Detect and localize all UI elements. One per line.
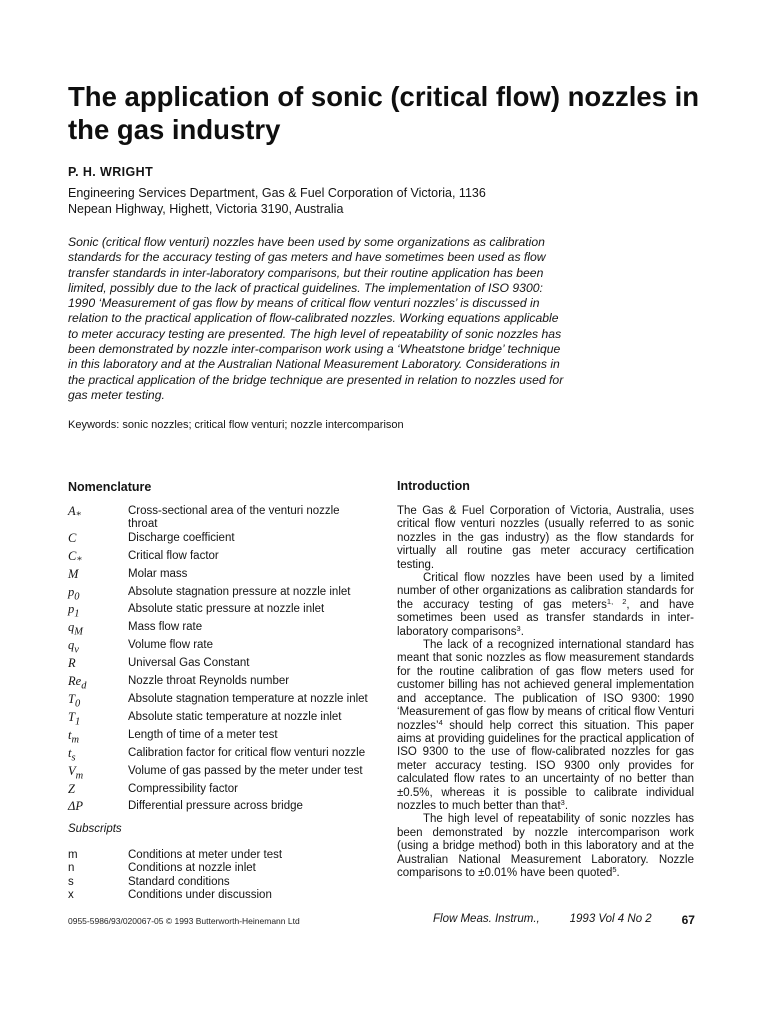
nomenclature-row — [68, 675, 368, 693]
nomenclature-definition: Molar mass — [128, 567, 188, 580]
nomenclature-definition: Nozzle throat Reynolds number — [128, 675, 290, 688]
subscript-definition: Standard conditions — [128, 875, 230, 888]
citation: 1, 2 — [606, 596, 627, 606]
nomenclature-definition: Absolute stagnation pressure at nozzle inlet — [128, 585, 351, 598]
nomenclature-symbol: $p_0$ — [68, 584, 80, 603]
nomenclature-definition: Calibration factor for critical flow venturi nozzle — [128, 746, 366, 759]
subscript-definition: Conditions at meter under test — [128, 849, 283, 861]
nomenclature-row — [68, 747, 368, 765]
author-name: P. H. WRIGHT — [68, 165, 154, 179]
subscript-definition: Conditions at nozzle inlet — [128, 862, 256, 875]
nomenclature-symbol: $t_m$ — [68, 727, 79, 746]
nomenclature-symbol: C — [68, 530, 77, 545]
nomenclature-row — [68, 693, 368, 711]
nomenclature-symbol: M — [68, 566, 79, 581]
nomenclature-symbol: $T_1$ — [68, 709, 81, 728]
nomenclature-row — [68, 800, 368, 818]
nomenclature-definition: Volume flow rate — [128, 639, 214, 652]
subscript-row — [68, 849, 368, 862]
journal-name: Flow Meas. Instrum., — [433, 913, 540, 925]
introduction-heading: Introduction — [397, 479, 470, 493]
subscript-symbol: s — [68, 875, 74, 888]
nomenclature-definition: Compressibility factor — [128, 782, 238, 795]
subscript-definition: Conditions under discussion — [128, 889, 272, 902]
nomenclature-symbol: $T_0$ — [68, 691, 81, 710]
affiliation-line-1: Engineering Services Department, Gas & Fuel Corporation of Victoria, 1136 — [68, 186, 486, 200]
nomenclature-definition: Differential pressure across bridge — [128, 800, 303, 813]
nomenclature-row — [68, 783, 368, 801]
introduction-body — [397, 505, 694, 880]
nomenclature-row — [68, 657, 368, 675]
intro-paragraph-3: The lack of a recognized international standard has meant that sonic nozzles as flow measurement standards for the routine calibration of gas flow meters used for customer billing has not achieved general implementation and acceptance. The publication of ISO 9300: 1990 ‘Measurement of gas flow by means of critical flow Venturi nozzles’$^4$ should help correct this situation. This paper aims at providing guidelines for the practical application of ISO 9300 to the use of flow-calibrated nozzles for gas meter accuracy testing. ISO 9300 only provides for calculated flow rates to an uncertainty of no better than ±0.5%, whereas it is possible to calibrate individual nozzles to much better than that$^3$. — [397, 639, 694, 812]
nomenclature-symbol: $p_1$ — [68, 602, 80, 620]
subscripts-heading: Subscripts — [68, 823, 122, 835]
nomenclature-symbol: $Re_d$ — [68, 674, 87, 692]
nomenclature-symbol: R — [68, 656, 76, 671]
nomenclature-row — [68, 586, 368, 604]
nomenclature-definition: Cross-sectional area of the venturi nozzle throat — [128, 505, 340, 531]
nomenclature-row — [68, 505, 368, 532]
running-footer — [433, 913, 695, 927]
nomenclature-row — [68, 729, 368, 747]
subscript-row — [68, 889, 368, 902]
nomenclature-definition: Absolute stagnation temperature at nozzle inlet — [128, 692, 368, 705]
citation: 3 — [560, 797, 565, 807]
nomenclature-symbol: $q_v$ — [68, 638, 79, 656]
nomenclature-definition: Length of time of a meter test — [128, 728, 278, 741]
nomenclature-row — [68, 603, 368, 621]
subscript-symbol: x — [68, 889, 74, 902]
nomenclature-row — [68, 568, 368, 586]
nomenclature-symbol: ΔP — [68, 799, 83, 814]
affiliation-line-2: Nepean Highway, Highett, Victoria 3190, Australia — [68, 202, 344, 216]
nomenclature-symbol: $t_s$ — [68, 745, 76, 764]
abstract: Sonic (critical flow venturi) nozzles have been used by some organizations as calibration standards for the accuracy testing of gas meters and have sometimes been used as flow transfer standards in inter-laboratory comparisons, but their routine application has been limited, possibly due to the lack of practical guidelines. The implementation of ISO 9300: 1990 ‘Measurement of gas flow by means of critical flow venturi nozzles’ is discussed in relation to the practical application of flow-calibrated nozzles. Working equations applicable to meter accuracy testing are presented. The high level of repeatability of sonic nozzles has been demonstrated by nozzle inter-comparison work using a ‘Wheatstone bridge’ technique in this laboratory and at the Australian National Measurement Laboratory. Considerations in the practical application of the bridge technique are presented in relation to nozzles used for gas meter testing. — [68, 235, 564, 402]
nomenclature-row — [68, 639, 368, 657]
page-number: 67 — [681, 913, 695, 927]
nomenclature-row — [68, 621, 368, 639]
nomenclature-row — [68, 550, 368, 568]
intro-paragraph-4: The high level of repeatability of sonic nozzles has been demonstrated by nozzle intercomparison work (using a bridge method) both in this laboratory and at the Australian National Measurement Laboratory. Nozzle comparisons to ±0.01% have been quoted$^5$. — [397, 813, 694, 879]
nomenclature-definition: Mass flow rate — [128, 621, 203, 634]
copyright-line: 0955-5986/93/020067-05 © 1993 Butterworth-Heinemann Ltd — [68, 916, 300, 926]
nomenclature-symbol: $C_*$ — [68, 548, 82, 567]
subscript-row — [68, 862, 368, 875]
citation: 3 — [516, 623, 521, 633]
nomenclature-row — [68, 532, 368, 550]
nomenclature-table — [68, 505, 368, 818]
nomenclature-definition: Critical flow factor — [128, 549, 219, 562]
nomenclature-definition: Universal Gas Constant — [128, 657, 250, 670]
keywords: Keywords: sonic nozzles; critical flow venturi; nozzle intercomparison — [68, 419, 404, 431]
nomenclature-heading: Nomenclature — [68, 480, 152, 494]
nomenclature-definition: Discharge coefficient — [128, 531, 235, 544]
journal-volume: 1993 Vol 4 No 2 — [569, 913, 652, 925]
subscript-symbol: m — [68, 849, 78, 861]
citation: 5 — [612, 864, 617, 874]
nomenclature-definition: Absolute static temperature at nozzle inlet — [128, 710, 342, 723]
citation: 4 — [438, 717, 443, 727]
nomenclature-symbol: $q_M$ — [68, 620, 83, 638]
intro-paragraph-1: The Gas & Fuel Corporation of Victoria, Australia, uses critical flow venturi nozzles (usually referred to as sonic nozzles in the gas industry) as the flow standards for virtually all routine gas meter accuracy certification testing. — [397, 505, 694, 571]
author-affiliation — [68, 185, 668, 217]
intro-paragraph-2: Critical flow nozzles have been used by a limited number of other organizations as calibration standards for the accuracy testing of gas meters$^{1, 2}$, and have sometimes been used as transfer standards in inter-laboratory comparisons$^3$. — [397, 572, 694, 638]
subscripts-table — [68, 849, 368, 903]
nomenclature-symbol: $V_m$ — [68, 763, 84, 782]
nomenclature-definition: Volume of gas passed by the meter under test — [128, 764, 363, 777]
nomenclature-row — [68, 711, 368, 729]
nomenclature-symbol: Z — [68, 781, 75, 796]
subscript-row — [68, 876, 368, 889]
nomenclature-definition: Absolute static pressure at nozzle inlet — [128, 603, 325, 616]
paper-title: The application of sonic (critical flow) nozzles in the gas industry — [68, 81, 700, 145]
nomenclature-symbol: $A_*$ — [68, 504, 81, 522]
subscript-symbol: n — [68, 862, 75, 875]
nomenclature-row — [68, 765, 368, 783]
